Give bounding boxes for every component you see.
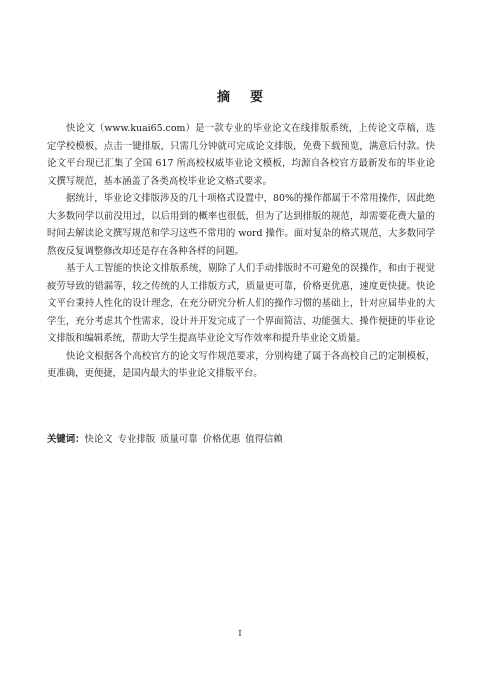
abstract-paragraph: 快论文（www.kuai65.com）是一款专业的毕业论文在线排版系统，上传论文草稿，选定学校模板，点击一键排版，只需几分钟就可完成论文排版，免费下载预览，满意后付款。快论文平台现已汇集了全国 617 所高校权威毕业论文模板，均源自各校官方最新发布的毕业论文撰写规范，基本涵盖了各类高校毕业论文格式要求。 bbox=[47, 123, 435, 187]
abstract-body bbox=[47, 120, 435, 383]
abstract-paragraph: 基于人工智能的快论文排版系统，剔除了人们手动排版时不可避免的误操作，和由于视觉疲劳导致的错漏等，较之传统的人工排版方式，质量更可靠，价格更优惠，速度更快捷。快论文平台秉持人性化的设计理念，在充分研究分析人们的操作习惯的基础上，针对应届毕业的大学生，充分考虑其个性需求，设计并开发完成了一个界面简洁、功能强大、操作便捷的毕业论文排版和编辑系统，帮助大学生提高毕业论文写作效率和提升毕业论文质量。 bbox=[47, 263, 435, 344]
abstract-title-char: 摘 bbox=[216, 90, 230, 105]
abstract-paragraph: 据统计，毕业论文排版涉及的几十项格式设置中，80%的操作都属于不常用操作，因此绝大多数同学以前没用过，以后用到的概率也很低，但为了达到排版的规范，却需要花费大量的时间去解读论文撰写规范和学习这些不常用的 word 操作。面对复杂的格式规范，大多数同学熬夜反复调整修改却还是存在各种各样的问题。 bbox=[47, 193, 435, 257]
keyword: 质量可靠 bbox=[160, 434, 198, 445]
page-number: I bbox=[238, 629, 242, 638]
keywords-label: 关键词： bbox=[47, 434, 85, 445]
abstract-title-char: 要 bbox=[250, 90, 264, 105]
abstract-paragraph: 快论文根据各个高校官方的论文写作规范要求，分别构建了属于各高校自己的定制模板，更准确，更便捷，是国内最大的毕业论文排版平台。 bbox=[47, 350, 435, 379]
keyword: 快论文 bbox=[84, 434, 113, 445]
keyword: 值得信赖 bbox=[245, 434, 283, 445]
abstract-title bbox=[0, 86, 480, 105]
keyword: 专业排版 bbox=[117, 434, 156, 445]
keyword: 价格优惠 bbox=[202, 434, 241, 445]
keywords-line bbox=[47, 431, 435, 448]
